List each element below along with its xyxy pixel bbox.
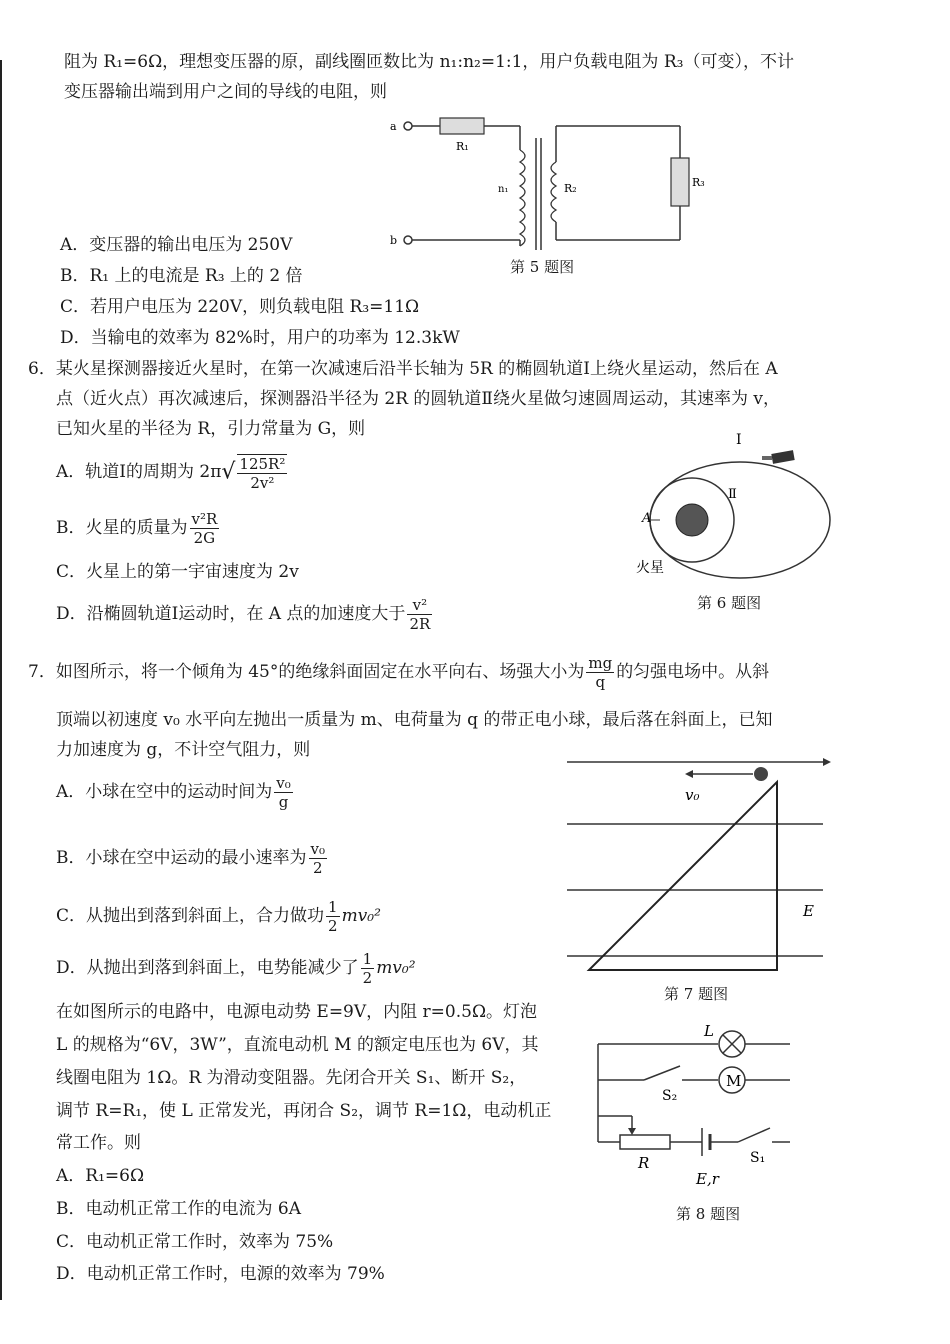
q8-option-d: D．电动机正常工作时，电源的效率为 79% (56, 1264, 385, 1284)
q6-stem-line1: 6．某火星探测器接近火星时，在第一次减速后沿半长轴为 5R 的椭圆轨道Ⅰ上绕火星运动，然后在 A (28, 359, 778, 379)
q7-option-c-text: C．从抛出到落到斜面上，合力做功 (56, 906, 325, 926)
resistor-r3 (671, 158, 689, 206)
q8-stem-line3: 线圈电阻为 1Ω。R 为滑动变阻器。先闭合开关 S₁、断开 S₂， (56, 1068, 527, 1088)
q6-stem-line2: 点（近火点）再次减速后，探测器沿半径为 2R 的圆轨道Ⅱ绕火星做匀速圆周运动，其速率为 v， (56, 389, 780, 409)
switch-s2 (644, 1066, 680, 1080)
q7-option-c (56, 896, 381, 936)
q8-stem-line1: 在如图所示的电路中，电源电动势 E=9V，内阻 r=0.5Ω。灯泡 (56, 1002, 538, 1022)
q7-stem-frac-num: mg (588, 654, 613, 672)
fig8-label-r: R (638, 1154, 650, 1172)
q7-option-c-num: 1 (328, 898, 338, 916)
terminal-a (404, 122, 412, 130)
q7-stem-line3: 力加速度为 g，不计空气阻力，则 (56, 740, 311, 760)
q7-option-c-expr: mv₀² (341, 906, 381, 926)
fig5-label-b: b (390, 234, 398, 247)
fig7-label-v0: v₀ (685, 786, 700, 804)
incline-triangle (589, 782, 777, 970)
fig7-caption: 第 7 题图 (664, 985, 729, 1003)
q6-option-c: C．火星上的第一宇宙速度为 2v (56, 562, 299, 582)
fig7-label-e: E (803, 902, 814, 920)
q6-option-a: A．轨道Ⅰ的周期为 2π√ $\frac{\text{125R²}}{\text{2v²}}$ (56, 454, 286, 492)
q8-stem-line5: 常工作。则 (56, 1133, 141, 1153)
q6-option-a-text: A．轨道Ⅰ的周期为 2π (56, 462, 222, 482)
q5-option-d: D．当输电的效率为 82%时，用户的功率为 12.3kW (60, 328, 460, 348)
q7-option-b-num: v₀ (310, 840, 325, 858)
q7-option-b-text: B．小球在空中运动的最小速率为 (56, 848, 307, 868)
q8-option-b: B．电动机正常工作的电流为 6A (56, 1199, 301, 1219)
page-edge-line (0, 60, 2, 1300)
fig8-caption: 第 8 题图 (676, 1205, 741, 1223)
q7-option-d-text: D．从抛出到落到斜面上，电势能减少了 (56, 958, 359, 978)
fig6-label-mars: 火星 (636, 560, 664, 576)
q6-option-b-den: 2G (193, 529, 216, 547)
q8-option-a: A．R₁=6Ω (56, 1166, 145, 1186)
fig8-circuit-diagram (590, 1020, 800, 1195)
q6-option-d-text: D．沿椭圆轨道Ⅰ运动时，在 A 点的加速度大于 (56, 604, 406, 624)
q7-option-d-num: 1 (362, 950, 373, 968)
probe-icon (762, 450, 795, 464)
fig8-label-s2: S₂ (662, 1088, 678, 1104)
q7-option-c-den: 2 (328, 917, 338, 935)
q8-option-c: C．电动机正常工作时，效率为 75% (56, 1232, 334, 1252)
q7-option-a-num: v₀ (276, 774, 291, 792)
q6-option-a-den: 2v² (250, 473, 275, 492)
q7-stem-line1-text: 7．如图所示，将一个倾角为 45°的绝缘斜面固定在水平向右、场强大小为 (28, 662, 585, 682)
q7-option-d-expr: mv₀² (376, 958, 416, 978)
fig5-label-r1: R₁ (456, 140, 469, 153)
fig6-label-orbit-2: Ⅱ (728, 487, 737, 502)
q6-option-a-num: 125R² (239, 454, 286, 473)
q6-option-d (56, 594, 434, 634)
q6-option-b-num: v²R (191, 510, 218, 528)
terminal-b (404, 236, 412, 244)
q6-stem-line3: 已知火星的半径为 R，引力常量为 G，则 (56, 419, 366, 439)
primary-coil (520, 150, 525, 246)
q5-option-a: A．变压器的输出电压为 250V (60, 235, 293, 255)
q7-stem-line1 (28, 650, 769, 694)
fig5-label-a: a (390, 120, 397, 133)
q7-option-a (56, 772, 295, 812)
q5-stem-line1: 阻为 R₁=6Ω，理想变压器的原，副线圈匝数比为 n₁:n₂=1:1，用户负载电阻为 R₃（可变），不计 (64, 52, 794, 72)
q7-option-a-den: g (278, 793, 289, 811)
q8-stem-line4: 调节 R=R₁，使 L 正常发光，再闭合 S₂，调节 R=1Ω，电动机正 (56, 1101, 552, 1121)
q5-stem-line2: 变压器输出端到用户之间的导线的电阻，则 (64, 82, 387, 102)
q5-option-c: C．若用户电压为 220V，则负载电阻 R₃=11Ω (60, 297, 420, 317)
fig5-caption: 第 5 题图 (510, 258, 575, 276)
q6-option-b (56, 508, 221, 548)
fig8-label-er: E,r (696, 1170, 719, 1188)
fig5-transformer-diagram (380, 100, 710, 280)
fig5-label-n: n₁ (498, 184, 509, 195)
fig6-label-a: A (642, 511, 652, 526)
rheostat-r (620, 1135, 670, 1149)
resistor-r1 (440, 118, 484, 134)
q7-option-d-den: 2 (362, 969, 373, 987)
fig6-label-orbit-1: Ⅰ (736, 432, 742, 448)
fig8-label-s1: S₁ (750, 1150, 766, 1166)
q6-option-d-num: v² (407, 596, 432, 615)
fig8-label-l: L (704, 1022, 714, 1040)
fig8-label-m: M (726, 1072, 742, 1090)
fig5-label-r2: R₂ (564, 182, 577, 195)
q7-option-b-den: 2 (312, 859, 323, 877)
fig7-incline-diagram (565, 752, 835, 982)
fig5-label-r3: R₃ (692, 176, 705, 189)
secondary-coil (551, 162, 556, 222)
q7-stem-line2: 顶端以初速度 v₀ 水平向左抛出一质量为 m、电荷量为 q 的带正电小球，最后落在斜面上，已知 (56, 710, 773, 730)
q6-option-b-text: B．火星的质量为 (56, 518, 188, 538)
q5-option-b: B．R₁ 上的电流是 R₃ 上的 2 倍 (60, 266, 303, 286)
q7-stem-frac-den: q (595, 673, 606, 691)
q8-stem-line2: L 的规格为“6V，3W”，直流电动机 M 的额定电压也为 6V，其 (56, 1035, 539, 1055)
fig6-orbit-diagram (630, 430, 840, 580)
q7-option-b (56, 838, 329, 878)
q7-stem-line1-end: 的匀强电场中。从斜 (616, 662, 770, 682)
fig6-caption: 第 6 题图 (697, 594, 762, 612)
q7-option-d (56, 948, 416, 988)
q6-option-d-den: 2R (409, 615, 431, 633)
q7-option-a-text: A．小球在空中的运动时间为 (56, 782, 273, 802)
mars-planet (676, 504, 708, 536)
charged-ball (754, 767, 768, 781)
switch-s1 (738, 1128, 770, 1142)
